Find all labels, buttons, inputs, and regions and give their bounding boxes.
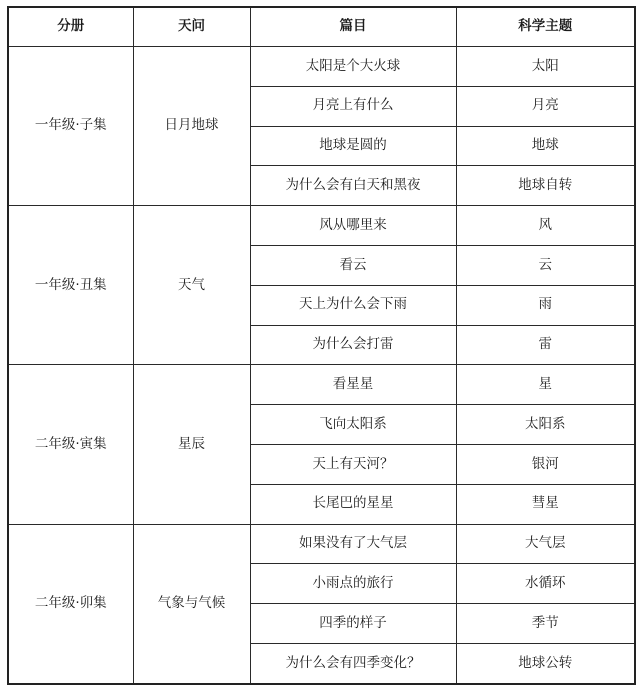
title-cell: 天上为什么会下雨 <box>250 285 456 325</box>
topic-cell: 大气层 <box>456 524 635 564</box>
theme-cell: 星辰 <box>133 365 250 524</box>
curriculum-table <box>7 6 636 685</box>
title-cell: 为什么会打雷 <box>250 325 456 365</box>
table-row <box>8 206 635 246</box>
topic-cell: 云 <box>456 245 635 285</box>
topic-cell: 地球自转 <box>456 166 635 206</box>
topic-cell: 银河 <box>456 444 635 484</box>
title-cell: 小雨点的旅行 <box>250 564 456 604</box>
title-cell: 太阳是个大火球 <box>250 47 456 87</box>
volume-cell: 一年级·子集 <box>8 47 133 206</box>
topic-cell: 雨 <box>456 285 635 325</box>
topic-cell: 水循环 <box>456 564 635 604</box>
topic-cell: 太阳 <box>456 47 635 87</box>
topic-cell: 月亮 <box>456 86 635 126</box>
theme-cell: 气象与气候 <box>133 524 250 684</box>
table-row <box>8 365 635 405</box>
topic-cell: 太阳系 <box>456 405 635 445</box>
theme-cell: 日月地球 <box>133 47 250 206</box>
volume-cell: 一年级·丑集 <box>8 206 133 365</box>
header-title: 篇目 <box>250 7 456 47</box>
title-cell: 地球是圆的 <box>250 126 456 166</box>
title-cell: 四季的样子 <box>250 604 456 644</box>
title-cell: 看星星 <box>250 365 456 405</box>
topic-cell: 地球公转 <box>456 643 635 684</box>
title-cell: 看云 <box>250 245 456 285</box>
topic-cell: 雷 <box>456 325 635 365</box>
volume-cell: 二年级·卯集 <box>8 524 133 684</box>
title-cell: 长尾巴的星星 <box>250 484 456 524</box>
header-theme: 天问 <box>133 7 250 47</box>
topic-cell: 风 <box>456 206 635 246</box>
title-cell: 为什么会有四季变化？ <box>250 643 456 684</box>
topic-cell: 星 <box>456 365 635 405</box>
title-cell: 天上有天河？ <box>250 444 456 484</box>
table-row <box>8 524 635 564</box>
header-volume: 分册 <box>8 7 133 47</box>
theme-cell: 天气 <box>133 206 250 365</box>
topic-cell: 彗星 <box>456 484 635 524</box>
topic-cell: 地球 <box>456 126 635 166</box>
title-cell: 风从哪里来 <box>250 206 456 246</box>
volume-cell: 二年级·寅集 <box>8 365 133 524</box>
table-row <box>8 47 635 87</box>
title-cell: 如果没有了大气层 <box>250 524 456 564</box>
title-cell: 飞向太阳系 <box>250 405 456 445</box>
title-cell: 月亮上有什么 <box>250 86 456 126</box>
header-row <box>8 7 635 47</box>
topic-cell: 季节 <box>456 604 635 644</box>
title-cell: 为什么会有白天和黑夜 <box>250 166 456 206</box>
header-topic: 科学主题 <box>456 7 635 47</box>
